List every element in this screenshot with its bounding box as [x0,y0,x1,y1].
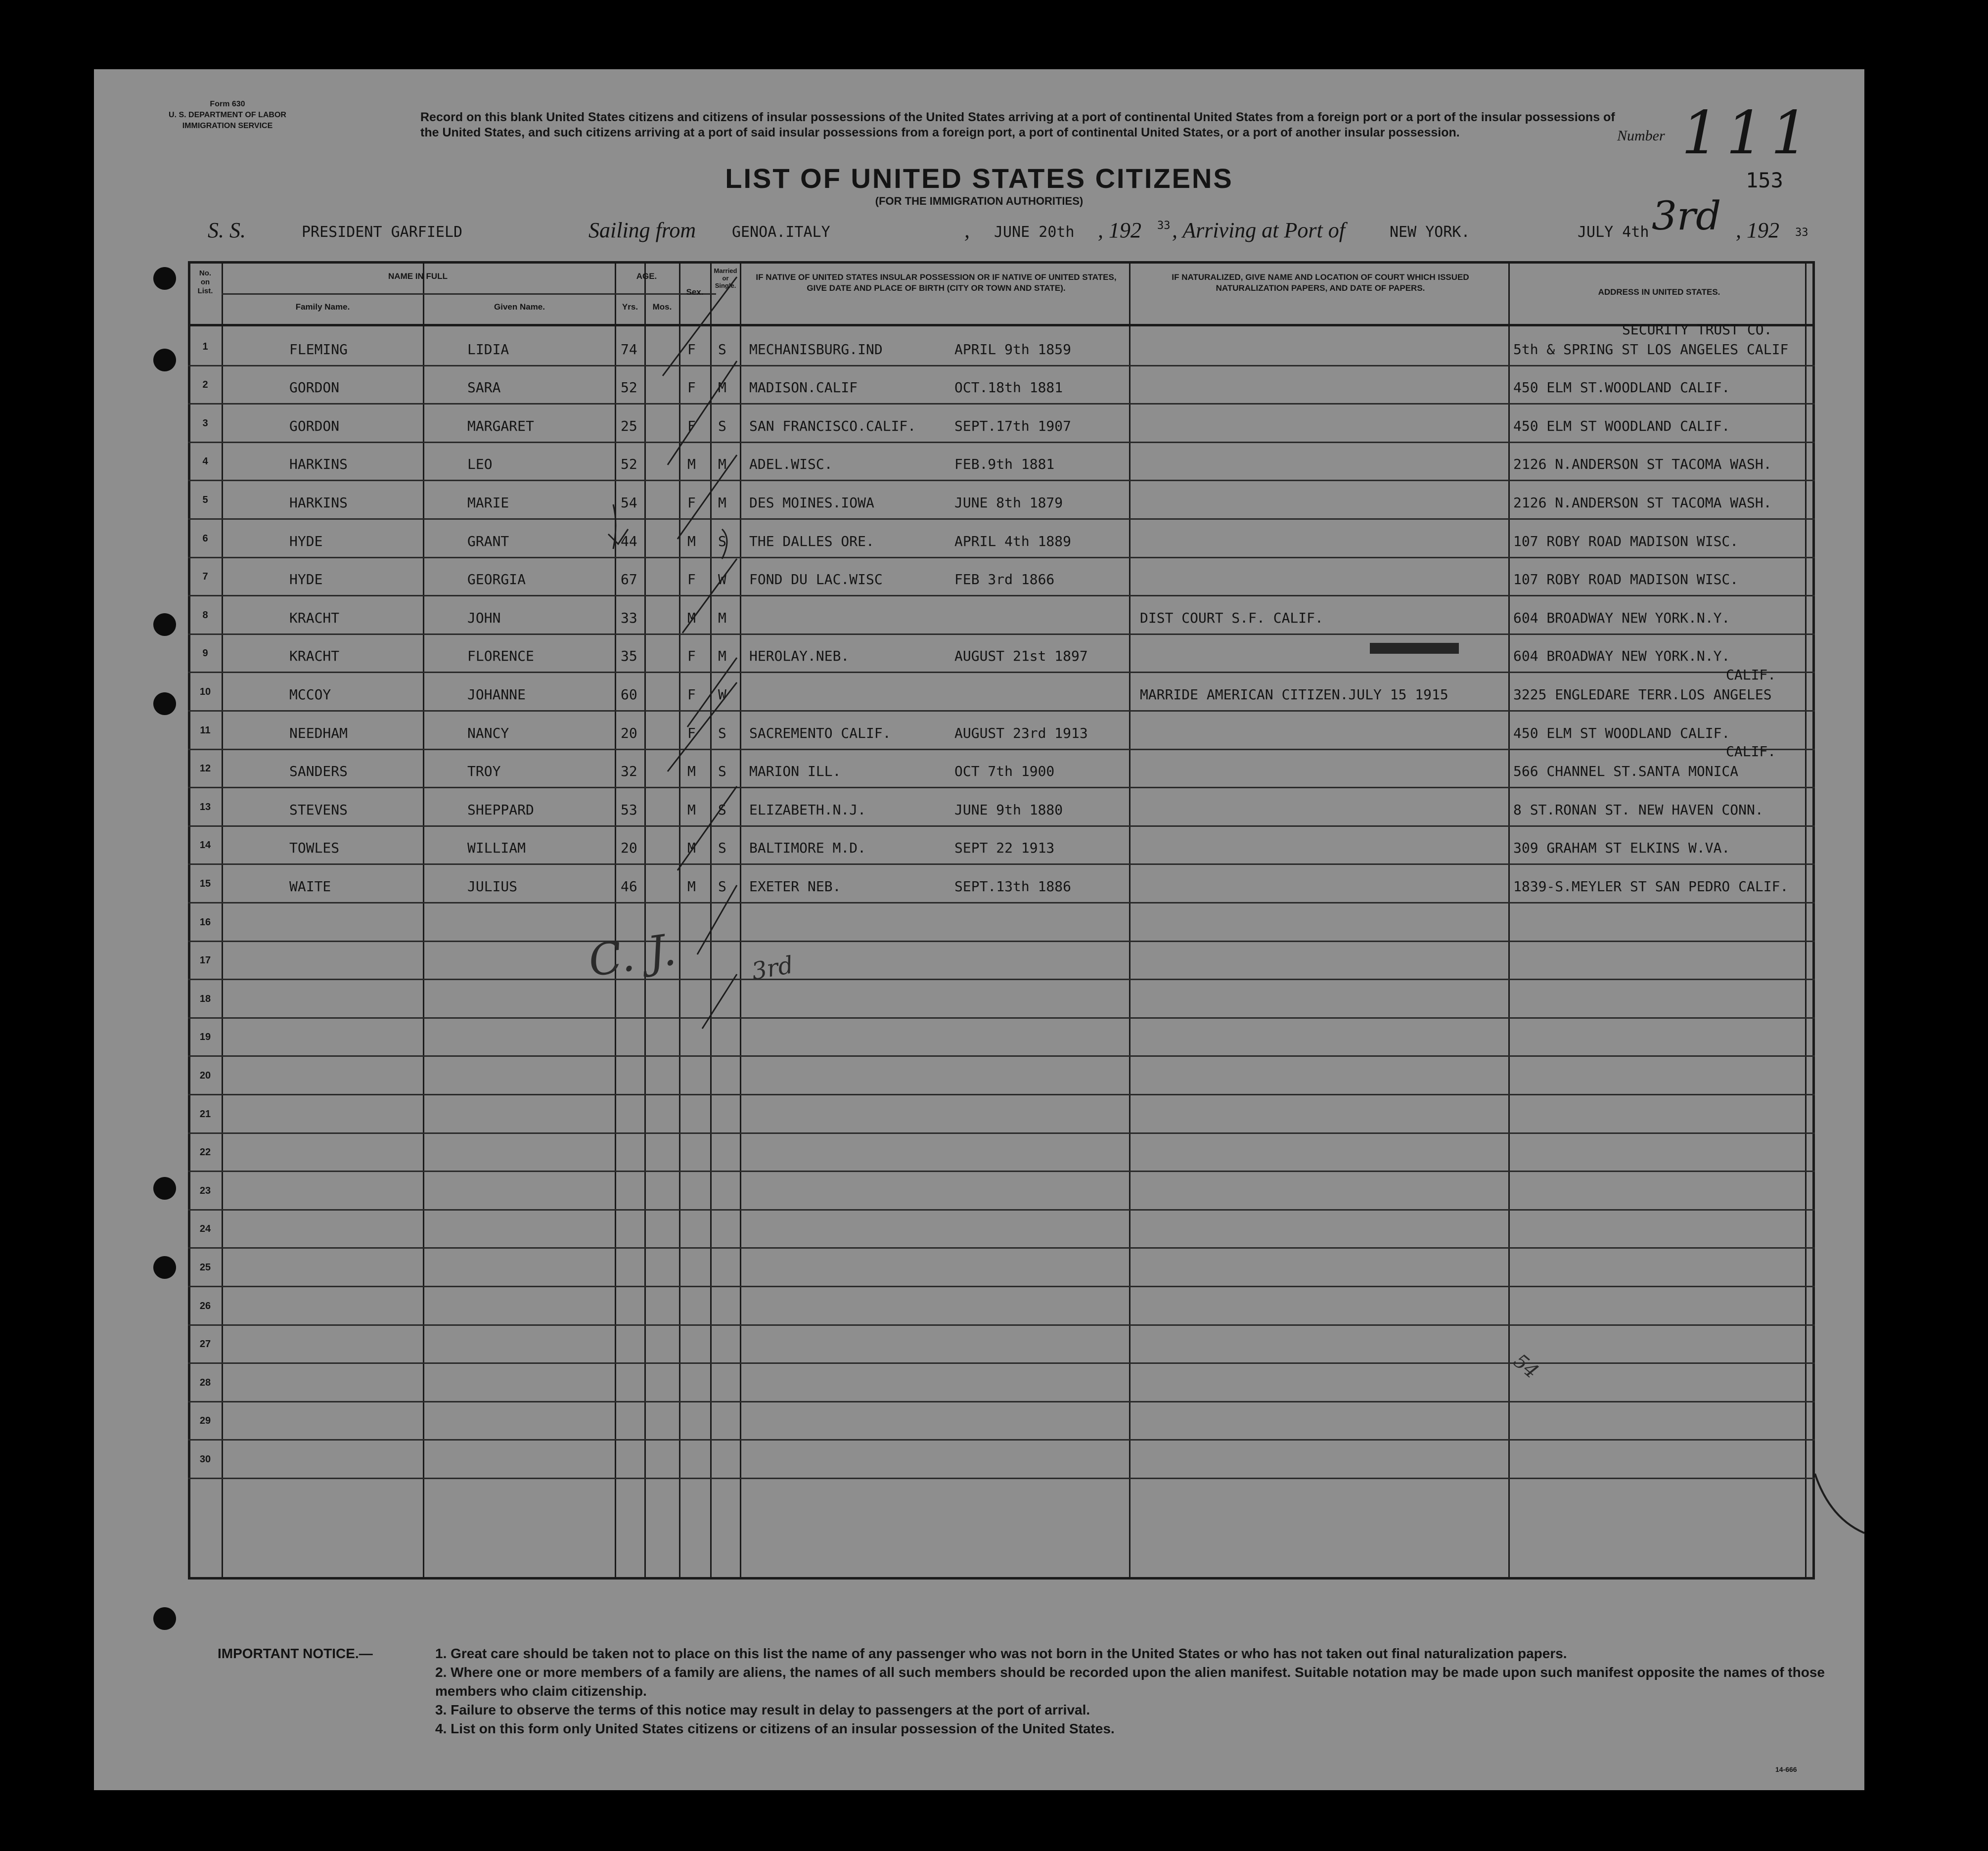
marital-status-cell: S [718,417,726,434]
family-name-cell: NEEDHAM [289,724,348,741]
intro-text: Record on this blank United States citizens and citizens of insular possessions of the United States arriving at a port of continental United States from a foreign port or a port of the insular possessions of the United States, and such citizens arriving at a port of said insular possessions from a foreign port, a port of continental United States, or a port of another insular possession. [420,110,1615,139]
family-name-cell: SANDERS [289,763,348,780]
pen-line [1815,1474,1864,1533]
page-title: LIST OF UNITED STATES CITIZENS [725,163,1233,194]
address-cell: 604 BROADWAY NEW YORK.N.Y. [1513,648,1730,665]
birth-date-cell: JUNE 9th 1880 [954,801,1063,818]
family-name-cell: KRACHT [289,609,340,626]
sex-cell: F [687,379,696,396]
sailing-label: Sailing from [588,218,696,242]
header-birth: IF NATIVE OF UNITED STATES INSULAR POSSESSION OR IF NATIVE OF UNITED STATES, GIVE DATE AND PLACE OF BIRTH (CITY OR TOWN AND STATE). [756,272,1117,293]
marital-status-cell: S [718,341,726,358]
header-age: AGE. [636,271,657,281]
age-years-cell: 20 [621,724,637,741]
age-years-cell: 60 [621,686,637,703]
family-name-cell: STEVENS [289,801,348,818]
sex-cell: M [687,456,696,473]
given-name-cell: TROY [467,763,501,780]
empty-row-number: 16 [199,916,211,928]
row-number: 11 [200,724,211,736]
naturalization-cell: DIST COURT S.F. CALIF. [1140,609,1323,626]
birth-place-cell: FOND DU LAC.WISC [749,571,883,588]
marital-status-cell: W [718,571,726,588]
sex-cell: M [687,878,696,895]
year2-prefix: , 192 [1736,218,1779,242]
address-cell: 450 ELM ST.WOODLAND CALIF. [1513,379,1730,396]
birth-place-cell: SAN FRANCISCO.CALIF. [749,417,916,434]
birth-place-cell: ELIZABETH.N.J. [749,801,866,818]
empty-row-number: 26 [199,1300,211,1311]
row-number: 8 [202,609,208,621]
birth-date-cell: SEPT 22 1913 [954,840,1055,857]
number-value: 111 [1681,99,1816,168]
empty-row-number: 20 [199,1070,211,1081]
empty-row-number: 21 [199,1108,211,1120]
empty-row-number: 24 [199,1223,211,1235]
signature: C. J. [585,924,679,987]
notice-item: 4. List on this form only United States citizens or citizens of an insular possession of the United States. [435,1721,1115,1736]
marital-status-cell: M [718,648,726,665]
header-yrs: Yrs. [622,302,638,312]
given-name-cell: JOHANNE [467,686,526,703]
birth-date-cell: SEPT.13th 1886 [954,878,1072,895]
header-mos: Mos. [652,302,672,312]
age-years-cell: 54 [621,495,637,511]
marital-status-cell: M [718,609,726,626]
sex-cell: M [687,533,696,549]
margin-marks [613,504,727,559]
birth-place-cell: MADISON.CALIF [749,379,858,396]
page-number: 153 [1746,168,1783,192]
year-prefix: , 192 [1098,218,1141,242]
header-no-on-list: No. on List. [197,269,213,295]
given-name-cell: SHEPPARD [467,801,534,818]
given-name-cell: WILLIAM [467,840,526,857]
sex-cell: F [687,495,696,511]
birth-place-cell: EXETER NEB. [749,878,841,895]
header-given-name: Given Name. [494,302,545,312]
birth-date-cell: APRIL 4th 1889 [954,533,1072,549]
family-name-cell: GORDON [289,379,340,396]
birth-date-cell: APRIL 9th 1859 [954,341,1072,358]
birth-place-cell: SACREMENTO CALIF. [749,724,891,741]
margin-number: 54 [1509,1350,1543,1383]
header-naturalized: IF NATURALIZED, GIVE NAME AND LOCATION OF COURT WHICH ISSUED NATURALIZATION PAPERS, AND DATE OF PAPERS. [1172,272,1469,293]
empty-row-number: 28 [199,1377,211,1388]
family-name-cell: HYDE [289,533,323,549]
birth-place-cell: MECHANISBURG.IND [749,341,883,358]
given-name-cell: GEORGIA [467,571,526,588]
age-years-cell: 52 [621,379,637,396]
row-number: 12 [199,763,211,774]
address-cell: 3225 ENGLEDARE TERR.LOS ANGELES [1513,686,1772,703]
family-name-cell: TOWLES [289,840,340,857]
age-years-cell: 44 [621,533,637,549]
empty-row-number: 19 [199,1032,211,1043]
sex-cell: F [687,724,696,741]
row-number: 9 [202,648,208,659]
sex-cell: M [687,801,696,818]
footer-code: 14-666 [1775,1765,1797,1773]
birth-place-cell: DES MOINES.IOWA [749,495,874,511]
given-name-cell: JULIUS [467,878,518,895]
birth-date-cell: FEB 3rd 1866 [954,571,1055,588]
address-above-cell: CALIF. [1726,667,1776,683]
empty-row-number: 25 [199,1262,211,1273]
empty-row-number: 18 [199,993,211,1004]
birth-date-cell: OCT.18th 1881 [954,379,1063,396]
given-name-cell: LIDIA [467,341,509,358]
empty-row-number: 22 [199,1147,211,1158]
marital-status-cell: M [718,495,726,511]
address-cell: 5th & SPRING ST LOS ANGELES CALIF [1513,341,1789,358]
year-suffix: 33 [1157,220,1171,232]
family-name-cell: WAITE [289,878,331,895]
arrival-port: NEW YORK. [1390,224,1470,241]
arrival-date: JULY 4th [1578,224,1649,241]
birth-date-cell: JUNE 8th 1879 [954,495,1063,511]
given-name-cell: MARGARET [467,417,534,434]
notice-item: 3. Failure to observe the terms of this notice may result in delay to passengers at the port of arrival. [435,1702,1090,1717]
row-number: 6 [202,533,208,544]
marital-status-cell: S [718,801,726,818]
sex-cell: M [687,609,696,626]
row-number: 4 [202,456,208,467]
sex-cell: F [687,571,696,588]
sex-cell: F [687,417,696,434]
row-number: 5 [202,495,208,505]
number-label: Number [1617,128,1665,144]
sex-cell: F [687,648,696,665]
given-name-cell: MARIE [467,495,509,511]
marital-status-cell: M [718,456,726,473]
empty-row-number: 29 [199,1415,211,1427]
family-name-cell: HYDE [289,571,323,588]
birth-place-cell: HEROLAY.NEB. [749,648,850,665]
notice-label: IMPORTANT NOTICE.— [218,1646,373,1661]
marital-status-cell: S [718,724,726,741]
birth-date-cell: OCT 7th 1900 [954,763,1055,780]
birth-date-cell: FEB.9th 1881 [954,456,1055,473]
address-cell: 309 GRAHAM ST ELKINS W.VA. [1513,840,1730,857]
year2-suffix: 33 [1795,226,1808,239]
address-cell: 450 ELM ST WOODLAND CALIF. [1513,417,1730,434]
header-married-or-single: Married or Single. [714,267,737,289]
address-cell: 604 BROADWAY NEW YORK.N.Y. [1513,609,1730,626]
address-cell: 450 ELM ST WOODLAND CALIF. [1513,724,1730,741]
row-number: 13 [199,801,211,813]
header-sex: Sex. [686,287,704,297]
age-years-cell: 35 [621,648,637,665]
empty-row-number: 30 [199,1454,211,1465]
checkmark-strokes [663,277,737,1029]
address-cell: 107 ROBY ROAD MADISON WISC. [1513,571,1739,588]
given-name-cell: FLORENCE [467,648,534,665]
empty-row-number: 27 [199,1339,211,1350]
birth-date-cell: AUGUST 23rd 1913 [954,724,1088,741]
page-subtitle: (FOR THE IMMIGRATION AUTHORITIES) [875,195,1084,207]
birth-date-cell: AUGUST 21st 1897 [954,648,1088,665]
family-name-cell: HARKINS [289,495,348,511]
sex-cell: F [687,686,696,703]
header-name-in-full: NAME IN FULL [388,271,448,281]
given-name-cell: SARA [467,379,501,396]
family-name-cell: KRACHT [289,648,340,665]
row-number: 10 [199,686,211,697]
row-number: 7 [202,571,208,583]
given-name-cell: LEO [467,456,493,473]
age-years-cell: 33 [621,609,637,626]
age-years-cell: 53 [621,801,637,818]
address-above-cell: CALIF. [1726,743,1776,760]
manifest-sheet: Form 630 U. S. DEPARTMENT OF LABOR IMMIGRATION SERVICE Record on this blank United States citizens and citizens of insular possessions of the United States arriving at a port of continental United States from a foreign port or a port of the insular possessions of the United States, and such citizens arriving at a port of said insular possessions from a foreign port, a port of continental United States, or a port of another insular possession. Number 111 153 LIST OF UNITED STATES CITIZENS (FOR THE IMMIGRATION AUTHORITIES) S. S. PRESIDENT GARFIELD Sailing from GENOA.ITALY , JUNE 20th , 192 33 , Arriving at Port of NEW YORK. JULY 4th 3rd , 192 33 No. on List. NAME IN FULL Family Name. Given Name. AGE. Yrs. Mos. Sex. Married or Single. IF NATIVE OF UNITED STATES INSULAR POSSESSION OR IF NATIVE OF UNITED STATES, GIVE DATE AND PLACE OF BIRTH (CITY OR TOWN AND STATE). IF NATURALIZED, GIVE NAME AND LOCATION OF COURT WHICH ISSUED NATURALIZATION PAPERS, AND DATE OF PAPERS. ADDRESS IN UNITED STATES. 1 FLEMING LIDIA 74 F S MECHANISBURG.IND APRIL 9th 1859 5th & SPRING ST LOS ANGELES CALIF SECURITY TRUST CO. 2 GORDON SARA 52 F M MADISON.CALIF OCT.18th 1881 450 ELM ST.WOODLAND CALIF. 3 GORDON MARGARET 25 F S SAN FRANCISCO.CALIF. SEPT.17th 1907 450 ELM ST WOODLAND CALIF. 4 HARKINS LEO 52 M M ADEL.WISC. FEB.9th 1881 2126 N.ANDERSON ST TACOMA WASH. 5 HARKINS MARIE 54 F M DES MOINES.IOWA JUNE 8th 1879 2126 N.ANDERSON ST TACOMA WASH. 6 HYDE GRANT 44 M S THE DALLES ORE. APRIL 4th 1889 107 ROBY ROAD MADISON WISC. 7 HYDE GEORGIA 67 F W FOND DU LAC.WISC FEB 3rd 1866 107 ROBY ROAD MADISON WISC. 8 KRACHT JOHN 33 M M DIST COURT S.F. CALIF. 604 BROADWAY NEW YORK.N.Y. 9 KRACHT FLORENCE 35 F M HEROLAY.NEB. AUGUST 21st 1897 604 BROADWAY NEW YORK.N.Y. 10 MCCOY JOHANNE 60 F W MARRIDE AMERICAN CITIZEN.JULY 15 1915 3225 ENGLEDARE TERR.LOS ANGELES CALIF. 11 NEEDHAM NANCY 20 F S SACREMENTO CALIF. AUGUST 23rd 1913 450 ELM ST WOODLAND CALIF. 12 SANDERS TROY 32 M S MARION ILL. OCT 7th 1900 566 CHANNEL ST.SANTA MONICA CALIF. 13 STEVENS SHEPPARD 53 M S ELIZABETH.N.J. JUNE 9th 1880 8 ST.RONAN ST. NEW HAVEN CONN. 14 TOWLES WILLIAM 20 M S BALTIMORE M.D. SEPT 22 1913 309 GRAHAM ST ELKINS W.VA. 15 WAITE JULIUS 46 M S EXETER NEB. SEPT.13th 1886 1839-S.MEYLER ST SAN PEDRO CALIF. 16 17 18 19 20 21 22 23 24 25 26 27 28 29 30 C. J. 3rd 54 IMPORTANT NOTICE.— 1. Great care should be taken not to place on this list the name of any passenger who was not born in the United States or who has not taken out final naturalization papers. 2. Where one or more members of a family are aliens, the names of all such members should be recorded upon the alien manifest. Suitable notation may be made upon such manifest opposite the names of those members who claim citizenship. 3. Failure to observe the terms of this notice may result in delay to passengers at the port of arrival. 4. List on this form only United States citizens or citizens of an insular possession of the United States. 14-666 [94,69,1864,1790]
header-address: ADDRESS IN UNITED STATES. [1598,287,1720,297]
given-name-cell: NANCY [467,724,509,741]
arrival-day-handwritten: 3rd [1652,193,1721,239]
age-years-cell: 25 [621,417,637,434]
address-above-cell: SECURITY TRUST CO. [1622,321,1772,338]
address-cell: 107 ROBY ROAD MADISON WISC. [1513,533,1739,549]
address-cell: 2126 N.ANDERSON ST TACOMA WASH. [1513,495,1772,511]
naturalization-cell: MARRIDE AMERICAN CITIZEN.JULY 15 1915 [1140,686,1448,703]
marital-status-cell: S [718,763,726,780]
notice-item: 2. Where one or more members of a family are aliens, the names of all such members should be recorded upon the alien manifest. Suitable notation may be made upon such manifest opposite the names of those members who claim citizenship. [435,1665,1825,1699]
row-number: 1 [202,341,208,352]
address-cell: 566 CHANNEL ST.SANTA MONICA [1513,763,1739,780]
family-name-cell: FLEMING [289,341,348,358]
birth-date-cell: SEPT.17th 1907 [954,417,1072,434]
sex-cell: M [687,763,696,780]
marital-status-cell: M [718,379,726,396]
age-years-cell: 67 [621,571,637,588]
ship-name: PRESIDENT GARFIELD [302,224,463,241]
age-years-cell: 74 [621,341,637,358]
redacted-date [1370,643,1459,654]
age-years-cell: 52 [621,456,637,473]
address-cell: 8 ST.RONAN ST. NEW HAVEN CONN. [1513,801,1763,818]
header-family-name: Family Name. [295,302,350,312]
marital-status-cell: S [718,533,726,549]
empty-row-number: 17 [199,955,211,966]
address-cell: 1839-S.MEYLER ST SAN PEDRO CALIF. [1513,878,1789,895]
given-name-cell: JOHN [467,609,501,626]
row-number: 3 [202,417,208,429]
row-number: 2 [202,379,208,391]
family-name-cell: GORDON [289,417,340,434]
family-name-cell: HARKINS [289,456,348,473]
row-number: 14 [199,840,211,851]
address-cell: 2126 N.ANDERSON ST TACOMA WASH. [1513,456,1772,473]
sex-cell: M [687,840,696,857]
birth-place-cell: BALTIMORE M.D. [749,840,866,857]
sex-cell: F [687,341,696,358]
birth-place-cell: MARION ILL. [749,763,841,780]
given-name-cell: GRANT [467,533,509,549]
age-years-cell: 32 [621,763,637,780]
sailing-date: JUNE 20th [994,224,1075,241]
signature-note: 3rd [749,951,796,986]
birth-place-cell: ADEL.WISC. [749,456,833,473]
marital-status-cell: W [718,686,726,703]
check-mark [608,529,628,544]
form-label: Form 630 U. S. DEPARTMENT OF LABOR IMMIGRATION SERVICE [169,100,286,130]
marital-status-cell: S [718,878,726,895]
ss-label: S. S. [208,218,246,242]
empty-row-number: 23 [199,1185,211,1196]
marital-status-cell: S [718,840,726,857]
age-years-cell: 20 [621,840,637,857]
handwriting-layer [94,69,1864,1790]
age-years-cell: 46 [621,878,637,895]
arriving-label: , Arriving at Port of [1172,218,1345,242]
notice-item: 1. Great care should be taken not to place on this list the name of any passenger who was not born in the United States or who has not taken out final naturalization papers. [435,1646,1567,1661]
sailing-from: GENOA.ITALY [732,224,830,241]
family-name-cell: MCCOY [289,686,331,703]
birth-place-cell: THE DALLES ORE. [749,533,874,549]
row-number: 15 [199,878,211,889]
